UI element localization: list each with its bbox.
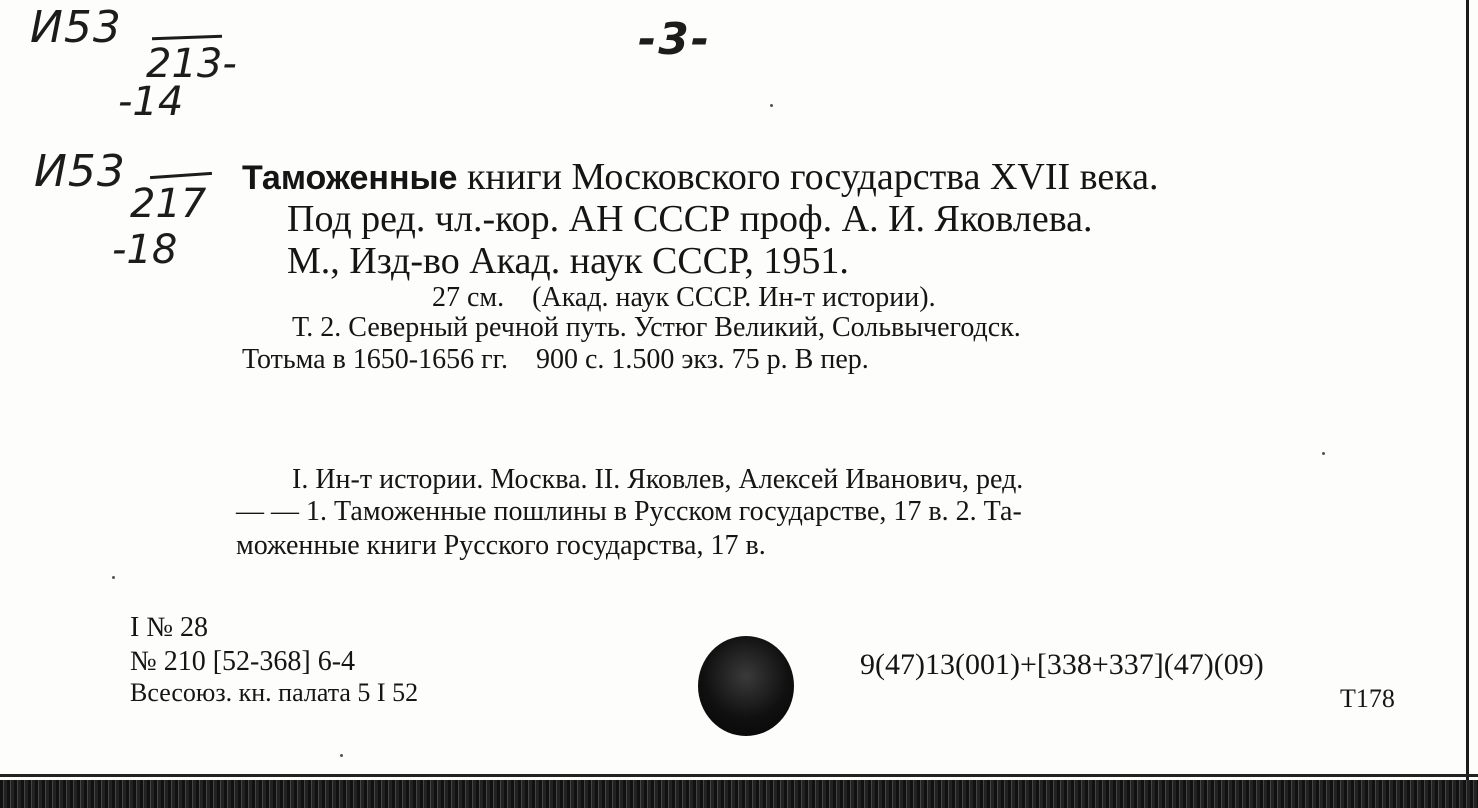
entry-title-bold: Таможенные bbox=[242, 159, 458, 197]
subject-index-line-2: — — 1. Таможенные пошлины в Русском государстве, 17 в. 2. Та- bbox=[236, 496, 1022, 527]
entry-volume-line-1: Т. 2. Северный речной путь. Устюг Великий, Сольвычегодск. bbox=[292, 312, 1021, 343]
entry-title bbox=[242, 158, 1159, 196]
handwritten-code-1: И53 bbox=[30, 2, 122, 53]
registry-line-3: Всесоюз. кн. палата 5 I 52 bbox=[130, 678, 419, 707]
card-bottom-edge bbox=[0, 780, 1478, 808]
handwritten-underline-2 bbox=[150, 172, 212, 179]
entry-publisher: М., Изд-во Акад. наук СССР, 1951. bbox=[287, 240, 849, 282]
entry-editor: Под ред. чл.-кор. АН СССР проф. А. И. Яковлева. bbox=[287, 198, 1093, 240]
handwritten-code-2: И53 bbox=[34, 146, 126, 197]
registry-line-1: I № 28 bbox=[130, 612, 209, 643]
entry-size-series: 27 см. (Акад. наук СССР. Ин-т истории). bbox=[432, 282, 936, 313]
handwritten-underline-1 bbox=[152, 35, 222, 40]
author-mark: T178 bbox=[1340, 684, 1395, 713]
scan-speck bbox=[340, 754, 343, 757]
card-right-edge bbox=[1466, 0, 1469, 780]
subject-index-line-1: I. Ин-т истории. Москва. II. Яковлев, Алексей Иванович, ред. bbox=[292, 464, 1024, 495]
entry-title-rest: книги Московского государства XVII века. bbox=[457, 156, 1159, 198]
handwritten-code-2-number: 217 bbox=[130, 181, 207, 227]
card-punch-hole bbox=[698, 636, 794, 736]
handwritten-code-2-sub: -18 bbox=[112, 227, 178, 273]
handwritten-code-1-number: 213- bbox=[146, 41, 237, 87]
scan-speck bbox=[112, 576, 115, 579]
registry-line-2: № 210 [52-368] 6-4 bbox=[130, 646, 356, 677]
scan-speck bbox=[1322, 452, 1325, 455]
entry-volume-line-2: Тотьма в 1650-1656 гг. 900 с. 1.500 экз. 75 р. В пер. bbox=[242, 344, 869, 375]
handwritten-code-1-sub: -14 bbox=[118, 79, 184, 125]
page-number: -3- bbox=[638, 14, 712, 65]
subject-index-line-3: моженные книги Русского государства, 17 в. bbox=[236, 530, 766, 561]
classification-code: 9(47)13(001)+[338+337](47)(09) bbox=[860, 648, 1264, 681]
card-bottom-line bbox=[0, 774, 1478, 777]
scan-speck bbox=[770, 104, 773, 107]
